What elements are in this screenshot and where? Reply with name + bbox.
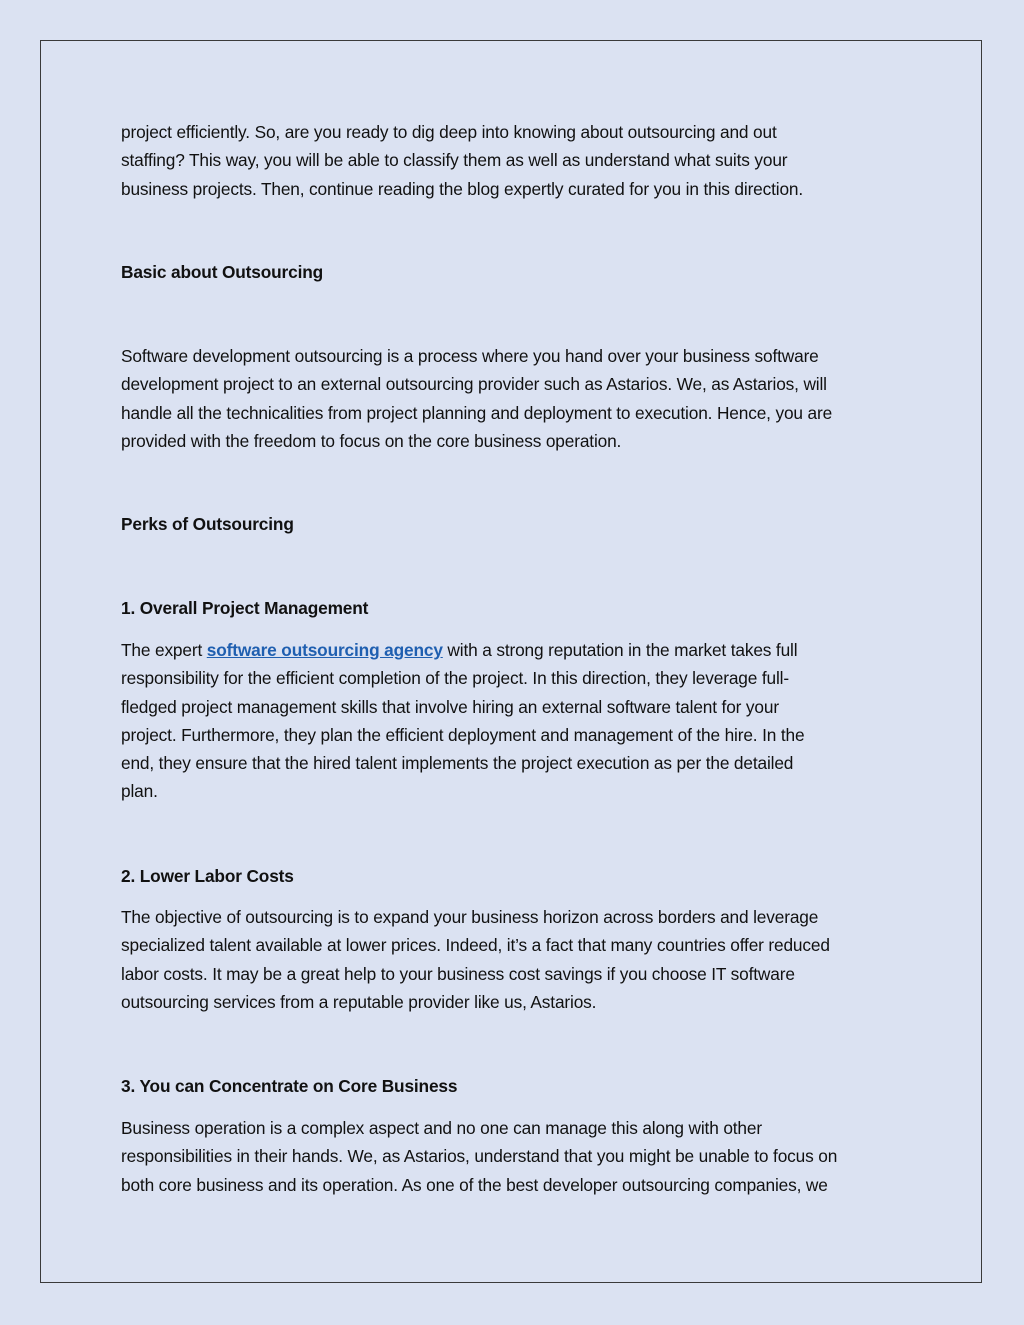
text-line: specialized talent available at lower prices. Indeed, it’s a fact that many countries offer reduced <box>121 935 830 956</box>
text-line: responsibility for the efficient completion of the project. In this direction, they leverage full- <box>121 668 789 689</box>
text-line: handle all the technicalities from project planning and deployment to execution. Hence, you are <box>121 402 833 423</box>
software-outsourcing-agency-link[interactable]: software outsourcing agency <box>206 640 443 660</box>
text-line: labor costs. It may be a great help to your business cost savings if you choose IT software <box>121 963 795 984</box>
text-line: both core business and its operation. As one of the best developer outsourcing companies, we <box>121 1174 828 1195</box>
basic-heading: Basic about Outsourcing <box>121 262 324 282</box>
section1-paragraph <box>121 636 911 806</box>
section2-paragraph <box>121 903 911 1016</box>
perks-heading: Perks of Outsourcing <box>121 514 294 534</box>
text-line: development project to an external outsourcing provider such as Astarios. We, as Astarios, will <box>121 374 827 395</box>
text-line: project. Furthermore, they plan the efficient deployment and management of the hire. In the <box>121 724 805 745</box>
section2-heading: 2. Lower Labor Costs <box>121 866 294 886</box>
text-line: end, they ensure that the hired talent implements the project execution as per the detailed <box>121 753 794 774</box>
text-line: The objective of outsourcing is to expand your business horizon across borders and leverage <box>121 907 819 927</box>
section3-paragraph <box>121 1114 911 1199</box>
text-line: Business operation is a complex aspect and no one can manage this along with other <box>121 1118 762 1138</box>
text-segment: The expert <box>121 640 207 660</box>
text-line: staffing? This way, you will be able to classify them as well as understand what suits your <box>121 150 788 171</box>
text-line <box>121 636 911 664</box>
text-segment: with a strong reputation in the market takes full <box>442 640 798 660</box>
section3-heading: 3. You can Concentrate on Core Business <box>121 1076 458 1096</box>
text-line: business projects. Then, continue reading the blog expertly curated for you in this direction. <box>121 178 804 199</box>
section1-heading: 1. Overall Project Management <box>121 598 369 618</box>
text-line: fledged project management skills that involve hiring an external software talent for your <box>121 696 779 717</box>
basic-paragraph <box>121 342 911 455</box>
text-line: outsourcing services from a reputable provider like us, Astarios. <box>121 991 597 1012</box>
text-line: responsibilities in their hands. We, as Astarios, understand that you might be unable to focus on <box>121 1146 838 1167</box>
text-line: provided with the freedom to focus on the core business operation. <box>121 430 622 451</box>
intro-paragraph <box>121 118 911 203</box>
text-line: Software development outsourcing is a process where you hand over your business software <box>121 346 819 366</box>
text-line: plan. <box>121 781 158 802</box>
text-line: project efficiently. So, are you ready to dig deep into knowing about outsourcing and out <box>121 122 777 142</box>
